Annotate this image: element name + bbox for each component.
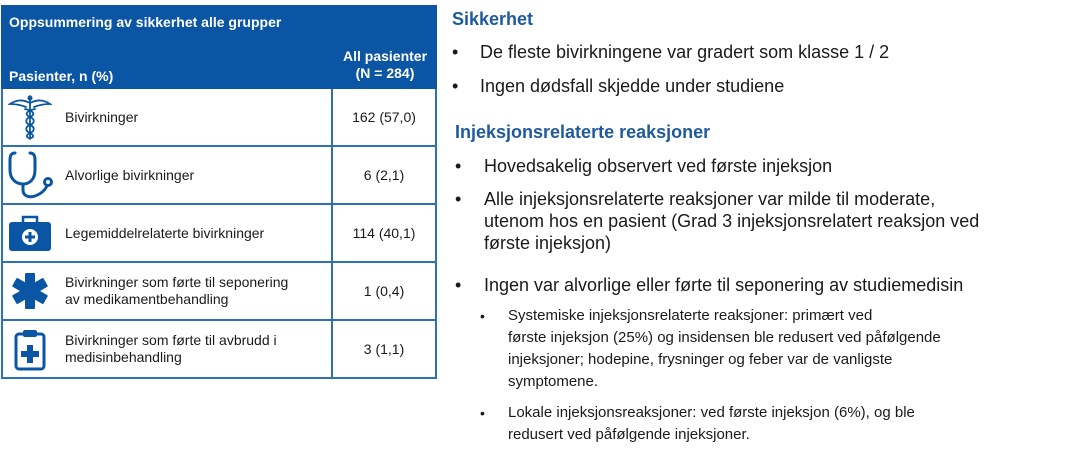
table-header [1, 5, 437, 89]
sub-bullet-text-line: injeksjoner; hodepine, frysninger og feber var de vanligste [508, 351, 893, 368]
table-body [1, 89, 437, 379]
row-label-line2: av medikamentbehandling [65, 291, 229, 307]
column-header-line2: (N = 284) [355, 65, 415, 81]
bullet-text: Ingen var alvorlige eller førte til seponering av studiemedisin [484, 275, 964, 295]
row-header-label: Pasienter, n (%) [9, 68, 114, 84]
row-label-line1: Bivirkninger som førte til avbrudd i [65, 332, 277, 348]
safety-summary-table [1, 5, 437, 379]
sub-bullet-text-line: Systemiske injeksjonsrelaterte reaksjoner: primært ved [508, 307, 873, 324]
bullet-dot: • [452, 42, 459, 62]
row-value: 162 (57,0) [331, 89, 435, 145]
sub-bullet-item [480, 402, 915, 446]
section-heading-injection-reactions: Injeksjonsrelaterte reaksjoner [455, 122, 711, 142]
sub-bullet-text-line: Lokale injeksjonsreaksjoner: ved første injeksjon (6%), og ble [508, 404, 915, 421]
table-row [3, 147, 435, 205]
bullet-item [452, 41, 889, 63]
row-value: 3 (1,1) [331, 321, 435, 377]
table-row [3, 321, 435, 379]
sub-bullet-text-line: redusert ved påfølgende injeksjoner. [508, 426, 750, 443]
column-header-all-patients [332, 48, 438, 82]
bullet-item [452, 75, 784, 97]
row-value: 6 (2,1) [331, 147, 435, 203]
sub-bullet-item [480, 305, 941, 393]
row-label [57, 321, 331, 377]
row-label-line1: Bivirkninger som førte til seponering [65, 274, 289, 290]
sub-bullet-text-line: symptomene. [508, 373, 599, 390]
bullet-dot: • [455, 189, 462, 209]
sub-bullet-text-line: første injeksjon (25%) og insidensen ble redusert ved påfølgende [508, 329, 941, 346]
caduceus-icon [8, 93, 52, 141]
table-row [3, 205, 435, 263]
row-label: Alvorlige bivirkninger [65, 166, 195, 183]
clipboard-medical-icon [13, 327, 47, 371]
bullet-text: Ingen dødsfall skjedde under studiene [480, 76, 785, 96]
row-label: Legemiddelrelaterte bivirkninger [65, 224, 265, 241]
bullet-text: Hovedsakelig observert ved første injeksjon [484, 156, 833, 176]
bullet-text-line: utenom hos en pasient (Grad 3 injeksjonsrelatert reaksjon ved [484, 211, 980, 231]
bullet-item [455, 188, 979, 254]
bullet-item [455, 274, 963, 296]
row-label: Bivirkninger [65, 108, 139, 125]
bullet-dot: • [452, 76, 459, 96]
table-row [3, 263, 435, 321]
medical-kit-icon [8, 213, 52, 253]
row-label [57, 263, 331, 319]
bullet-dot: • [455, 275, 462, 295]
table-row [3, 89, 435, 147]
row-label-line2: medisinbehandling [65, 349, 182, 365]
column-header-line1: All pasienter [342, 48, 428, 64]
stethoscope-icon [7, 150, 53, 200]
bullet-dot: • [480, 405, 485, 421]
bullet-dot: • [480, 308, 485, 324]
bullet-text-line: første injeksjon) [484, 233, 612, 253]
bullet-item [455, 155, 832, 177]
row-value: 114 (40,1) [331, 205, 435, 261]
row-value: 1 (0,4) [331, 263, 435, 319]
bullet-dot: • [455, 156, 462, 176]
table-title: Oppsummering av sikkerhet alle grupper [9, 14, 282, 30]
bullet-text: De fleste bivirkningene var gradert som klasse 1 / 2 [480, 42, 890, 62]
star-of-life-icon [10, 271, 50, 311]
bullet-text-line: Alle injeksjonsrelaterte reaksjoner var milde til moderate, [484, 189, 936, 209]
section-heading-safety: Sikkerhet [452, 9, 534, 29]
